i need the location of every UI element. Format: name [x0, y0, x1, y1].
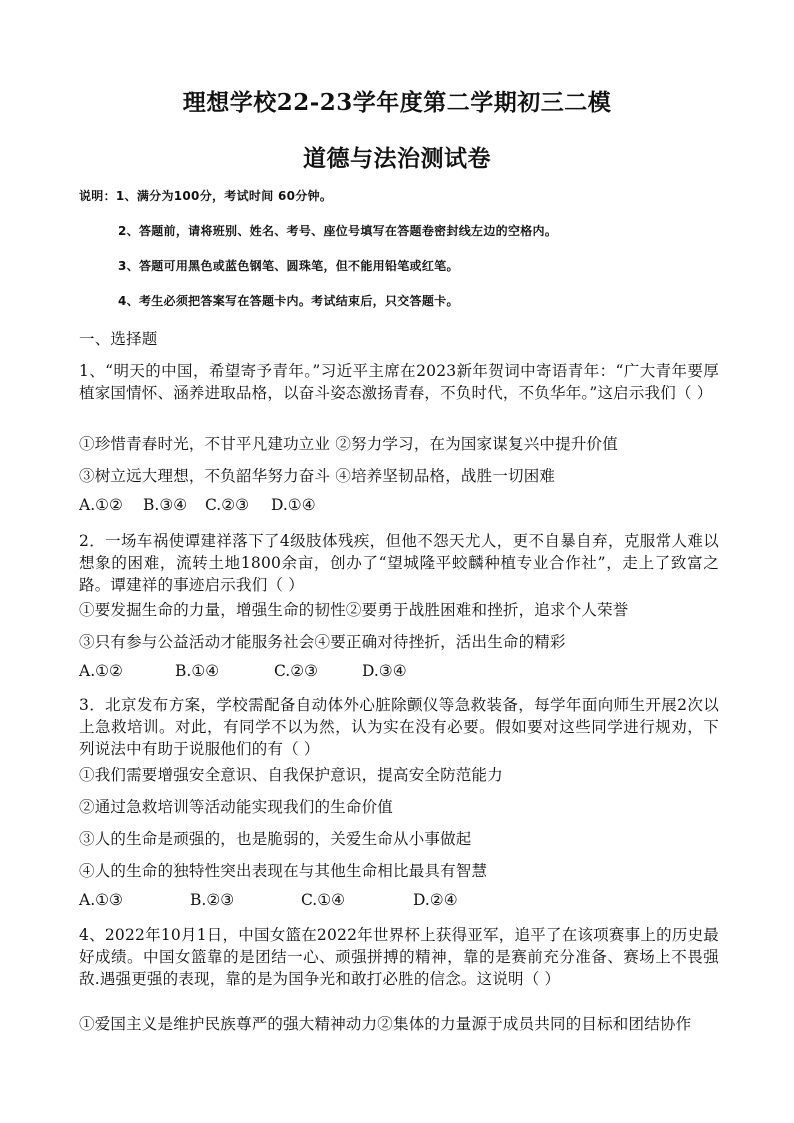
option-b[interactable]: B.②③ [190, 891, 235, 909]
option-c[interactable]: C.②③ [205, 496, 250, 514]
option-b[interactable]: B.①④ [175, 662, 220, 680]
question-2-stem: 2．一场车祸使谭建祥落下了4级肢体残疾，但他不怨天尤人，更不自暴自弃，克服常人难以想象的困难，流转土地1800余亩，创办了“望城隆平蛟麟种植专业合作社”，走上了致富之路。谭建祥的事迹启示我们（ ） [79, 532, 719, 594]
question-3-statement-a: ①我们需要增强安全意识、自我保护意识，提高安全防范能力 [79, 766, 503, 784]
option-c[interactable]: C.②③ [274, 662, 319, 680]
question-3-statement-b: ②通过急救培训等活动能实现我们的生命价值 [79, 798, 394, 816]
instruction-1: 说明：1、满分为100分，考试时间 60分钟。 [79, 189, 333, 203]
instruction-3: 3、答题可用黑色或蓝色钢笔、圆珠笔，但不能用铅笔或红笔。 [118, 259, 459, 273]
option-d[interactable]: D.①④ [271, 496, 316, 514]
option-a[interactable]: A.①③ [79, 891, 123, 909]
instruction-4: 4、考生必须把答案写在答题卡内。考试结束后，只交答题卡。 [118, 294, 459, 308]
exam-subtitle: 道德与法治测试卷 [303, 145, 491, 172]
question-1-statement-b: ③树立远大理想，不负韶华努力奋斗 ④培养坚韧品格，战胜一切困难 [79, 467, 556, 485]
instruction-2: 2、答题前，请将班别、姓名、考号、座位号填写在答题卷密封线左边的空格内。 [118, 224, 558, 238]
question-1-statement-a: ①珍惜青春时光，不甘平凡建功立业 ②努力学习，在为国家谋复兴中提升价值 [79, 435, 618, 453]
question-3-stem: 3．北京发布方案，学校需配备自动体外心脏除颤仪等急救装备，每学年面向师生开展2次以上急救培训。对此，有同学不以为然，认为实在没有必要。假如要对这些同学进行规劝，下列说法中有助于说服他们的有（ ） [79, 696, 719, 758]
question-2-statement-a: ①要发掘生命的力量，增强生命的韧性②要勇于战胜困难和挫折，追求个人荣誉 [79, 601, 629, 619]
question-1-stem: 1、“明天的中国，希望寄予青年。”习近平主席在2023新年贺词中寄语青年：“广大青年要厚植家国情怀、涵养进取品格，以奋斗姿态激扬青春，不负时代，不负华年。”这启示我们（ ） [79, 362, 719, 402]
section-title: 一、选择题 [79, 330, 158, 348]
option-c[interactable]: C.①④ [301, 891, 346, 909]
question-4-statement-a: ①爱国主义是维护民族尊严的强大精神动力②集体的力量源于成员共同的目标和团结协作 [79, 1015, 692, 1033]
option-a[interactable]: A.①② [79, 496, 123, 514]
question-4-stem: 4、2022年10月1日，中国女篮在2022年世界杯上获得亚军，追平了在该项赛事上的历史最好成绩。中国女篮靠的是团结一心、顽强拼搏的精神，靠的是赛前充分准备、赛场上不畏强敌.遇强更强的表现，靠的是为国争光和敢打必胜的信念。这说明（ ） [79, 926, 719, 988]
option-b[interactable]: B.③④ [143, 496, 188, 514]
exam-title: 理想学校22-23学年度第二学期初三二模 [182, 89, 612, 116]
question-3-statement-c: ③人的生命是顽强的，也是脆弱的，关爱生命从小事做起 [79, 830, 472, 848]
option-d[interactable]: D.②④ [413, 891, 458, 909]
question-2-statement-b: ③只有参与公益活动才能服务社会④要正确对待挫折，活出生命的精彩 [79, 633, 566, 651]
option-d[interactable]: D.③④ [362, 662, 407, 680]
option-a[interactable]: A.①② [79, 662, 123, 680]
question-3-statement-d: ④人的生命的独特性突出表现在与其他生命相比最具有智慧 [79, 862, 488, 880]
